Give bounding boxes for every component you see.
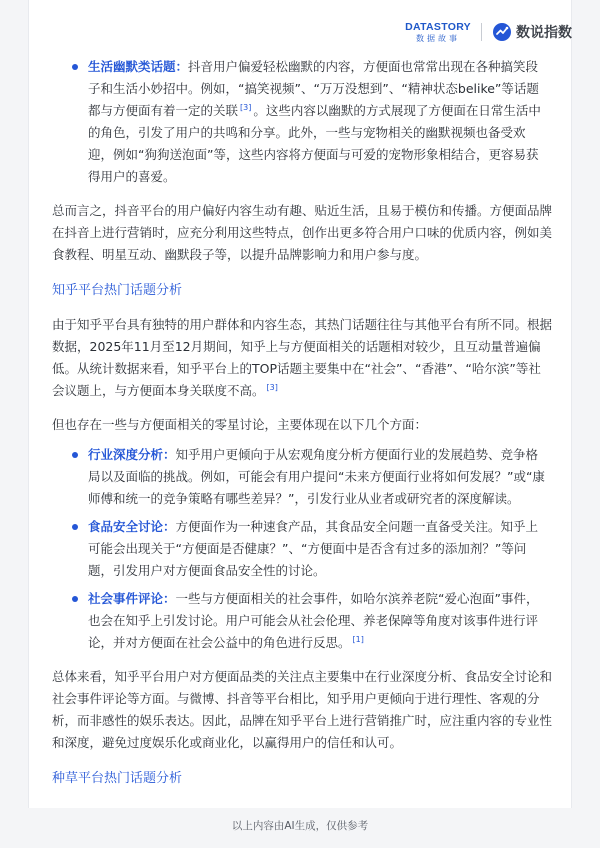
section-heading-zhongcao: 种草平台热门话题分析	[52, 771, 183, 786]
datastory-logo-cn: 数据故事	[416, 33, 461, 43]
brand-logo	[492, 22, 572, 42]
list-item	[52, 516, 552, 582]
page-header	[405, 22, 572, 43]
bullet-icon	[72, 524, 78, 530]
brand-icon	[492, 22, 512, 42]
zhihu-lead-paragraph: 但也存在一些与方便面相关的零星讨论，主要体现在以下几个方面：	[52, 417, 428, 432]
citation-link[interactable]: [1]	[352, 634, 364, 644]
list-item	[52, 56, 552, 188]
bullet-icon	[72, 596, 78, 602]
section-heading-zhihu: 知乎平台热门话题分析	[52, 283, 183, 298]
bullet-text: 知乎用户更倾向于从宏观角度分析方便面行业的发展趋势、竞争格局以及面临的挑战。例如，可能会有用户提问“未来方便面行业将如何发展？”或“康师傅和统一的竞争策略有哪些差异？”，引发行业从业者或研究者的深度解读。	[88, 447, 545, 506]
bullet-text: 一些与方便面相关的社会事件，如哈尔滨养老院“爱心泡面”事件，也会在知乎上引发讨论。用户可能会从社会伦理、养老保障等角度对该事件进行评论，并对方便面在社会公益中的角色进行反思。	[88, 591, 539, 650]
citation-link[interactable]: [3]	[266, 382, 278, 392]
citation-link[interactable]: [3]	[240, 102, 252, 112]
bullet-list-zhihu	[52, 444, 552, 654]
list-item	[52, 444, 552, 510]
bullet-text: 方便面作为一种速食产品，其食品安全问题一直备受关注。知乎上可能会出现关于“方便面是否健康？”、“方便面中是否含有过多的添加剂？”等问题，引发用户对方便面食品安全性的讨论。	[88, 519, 539, 578]
summary-paragraph-douyin: 总而言之，抖音平台的用户偏好内容生动有趣、贴近生活，且易于模仿和传播。方便面品牌在抖音上进行营销时，应充分利用这些特点，创作出更多符合用户口味的优质内容，例如美食教程、明星互动、幽默段子等，以提升品牌影响力和用户参与度。	[52, 203, 553, 262]
header-divider	[481, 23, 482, 41]
datastory-logo-text: DATASTORY	[405, 21, 471, 33]
list-item	[52, 588, 552, 654]
brand-name: 数说指数	[516, 25, 572, 42]
bullet-keyword: 食品安全讨论：	[88, 519, 176, 534]
document-body	[52, 56, 552, 790]
bullet-list-top	[52, 56, 552, 188]
bullet-icon	[72, 64, 78, 70]
ai-disclaimer-footer: 以上内容由AI生成，仅供参考	[231, 820, 369, 832]
zhihu-intro-paragraph	[52, 314, 552, 402]
bullet-icon	[72, 452, 78, 458]
zhihu-intro-text: 由于知乎平台具有独特的用户群体和内容生态，其热门话题往往与其他平台有所不同。根据数据，2025年11月至12月期间，知乎上与方便面相关的话题相对较少，且互动量普遍偏低。从统计数据来看，知乎平台上的TOP话题主要集中在“社会”、“香港”、“哈尔滨”等社会议题上，与方便面本身关联度不高。	[52, 317, 553, 398]
bullet-keyword: 社会事件评论：	[88, 591, 176, 606]
bullet-text: 抖音用户偏爱轻松幽默的内容，方便面也常常出现在各种搞笑段子和生活小妙招中。例如，“搞笑视频”、“万万没想到”、“精神状态belike”等话题都与方便面有着一定的关联	[88, 59, 539, 118]
bullet-keyword: 生活幽默类话题：	[88, 59, 189, 74]
datastory-logo	[405, 22, 471, 43]
bullet-keyword: 行业深度分析：	[88, 447, 176, 462]
summary-paragraph-zhihu: 总体来看，知乎平台用户对方便面品类的关注点主要集中在行业深度分析、食品安全讨论和社会事件评论等方面。与微博、抖音等平台相比，知乎用户更倾向于进行理性、客观的分析，而非感性的娱乐表达。因此，品牌在知乎平台上进行营销推广时，应注重内容的专业性和深度，避免过度娱乐化或商业化，以赢得用户的信任和认可。	[52, 669, 553, 750]
bullet-text-continued: 。这些内容以幽默的方式展现了方便面在日常生活中的角色，引发了用户的共鸣和分享。此外，一些与宠物相关的幽默视频也备受欢迎，例如“狗狗送泡面”等，这些内容将方便面与可爱的宠物形象相结合，更容易获得用户的喜爱。	[88, 103, 541, 184]
